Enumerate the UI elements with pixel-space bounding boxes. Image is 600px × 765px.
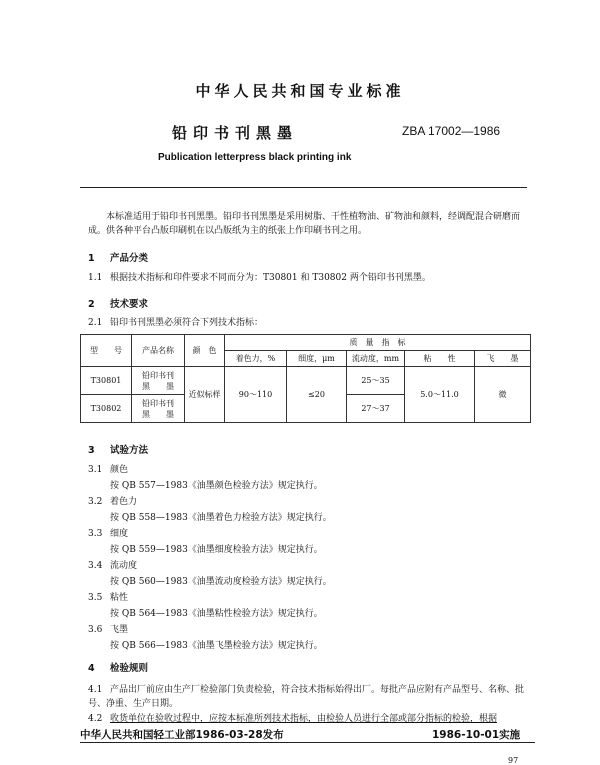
cell-color: 近似标样 (185, 367, 225, 423)
standard-number: ZBA 17002—1986 (402, 124, 501, 138)
test-item-3-2: 3.2 着色力 (88, 497, 138, 507)
section-1-heading: 1 产品分类 (88, 253, 149, 264)
test-item-3-5: 3.5 粘性 (88, 593, 129, 603)
document-title: 铅印书刊黑墨 (171, 124, 298, 142)
test-item-3-5-text: 按 QB 564—1983《油墨粘性检验方法》规定执行。 (110, 609, 323, 619)
cell-model: T30802 (81, 395, 132, 423)
table-row (81, 367, 531, 395)
header-color: 颜 色 (185, 335, 225, 367)
header-strength: 着色力，% (225, 351, 287, 367)
clause-2-1: 2.1 铅印书刊黑墨必须符合下列技术指标： (88, 318, 264, 328)
cell-fineness: ≤20 (287, 367, 347, 423)
section-3-heading: 3 试验方法 (88, 445, 149, 456)
section-4-heading: 4 检验规则 (88, 663, 149, 674)
footer-divider (80, 742, 535, 743)
test-item-3-2-text: 按 QB 558—1983《油墨着色力检验方法》规定执行。 (110, 513, 332, 523)
test-item-3-1-text: 按 QB 557—1983《油墨颜色检验方法》规定执行。 (110, 481, 323, 491)
cell-model: T30801 (81, 367, 132, 395)
cell-flow: 25～35 (347, 367, 405, 395)
section-2-heading: 2 技术要求 (88, 299, 149, 310)
test-item-3-3-text: 按 QB 559—1983《油墨细度检验方法》规定执行。 (110, 545, 323, 555)
standard-category: 中华人民共和国专业标准 (195, 82, 405, 100)
technical-spec-table (80, 334, 531, 423)
test-item-3-6-text: 按 QB 566—1983《油墨飞墨检验方法》规定执行。 (110, 641, 323, 651)
cell-flow: 27～37 (347, 395, 405, 423)
header-fly: 飞 墨 (475, 351, 531, 367)
clause-1-1: 1.1 根据技术指标和印件要求不同而分为：T30801 和 T30802 两个铅印书刊黑墨。 (88, 273, 431, 283)
test-item-3-4: 3.4 流动度 (88, 561, 138, 571)
test-item-3-4-text: 按 QB 560—1983《油墨流动度检验方法》规定执行。 (110, 577, 332, 587)
cell-product-name: 铅印书刊 黑 墨 (132, 395, 185, 423)
header-fineness: 细度，μm (287, 351, 347, 367)
clause-4-2: 4.2 收货单位在验收过程中，应按本标准所列技术指标，由检验人员进行全部或部分指标的检验，根据 (88, 714, 498, 724)
header-viscosity: 粘 性 (405, 351, 475, 367)
test-item-3-6: 3.6 飞墨 (88, 625, 129, 635)
test-item-3-3: 3.3 细度 (88, 529, 129, 539)
header-flow: 流动度，mm (347, 351, 405, 367)
english-title: Publication letterpress black printing ink (158, 152, 352, 163)
header-quality: 质 量 指 标 (225, 335, 531, 351)
cell-product-name: 铅印书刊 黑 墨 (132, 367, 185, 395)
cell-strength: 90～110 (225, 367, 287, 423)
header-model: 型 号 (81, 335, 132, 367)
issuer-date: 中华人民共和国轻工业部1986-03-28发布 (80, 729, 284, 741)
cell-fly: 微 (475, 367, 531, 423)
intro-paragraph: 本标准适用于铅印书刊黑墨。铅印书刊黑墨是采用树脂、干性植物油、矿物油和颜料，经调配混合研磨而成。供各种平台凸版印刷机在以凸版纸为主的纸张上作印刷书刊之用。 (88, 212, 521, 236)
page-number: 97 (508, 756, 519, 765)
header-divider (80, 187, 527, 188)
header-product-name: 产品名称 (132, 335, 185, 367)
test-item-3-1: 3.1 颜色 (88, 465, 129, 475)
cell-viscosity: 5.0～11.0 (405, 367, 475, 423)
clause-4-1: 4.1 产品出厂前应由生产厂检验部门负责检验，符合技术指标始得出厂。每批产品应附有产品型号、名称、批号、净重、生产日期。 (88, 685, 525, 709)
effective-date: 1986-10-01实施 (432, 729, 521, 741)
